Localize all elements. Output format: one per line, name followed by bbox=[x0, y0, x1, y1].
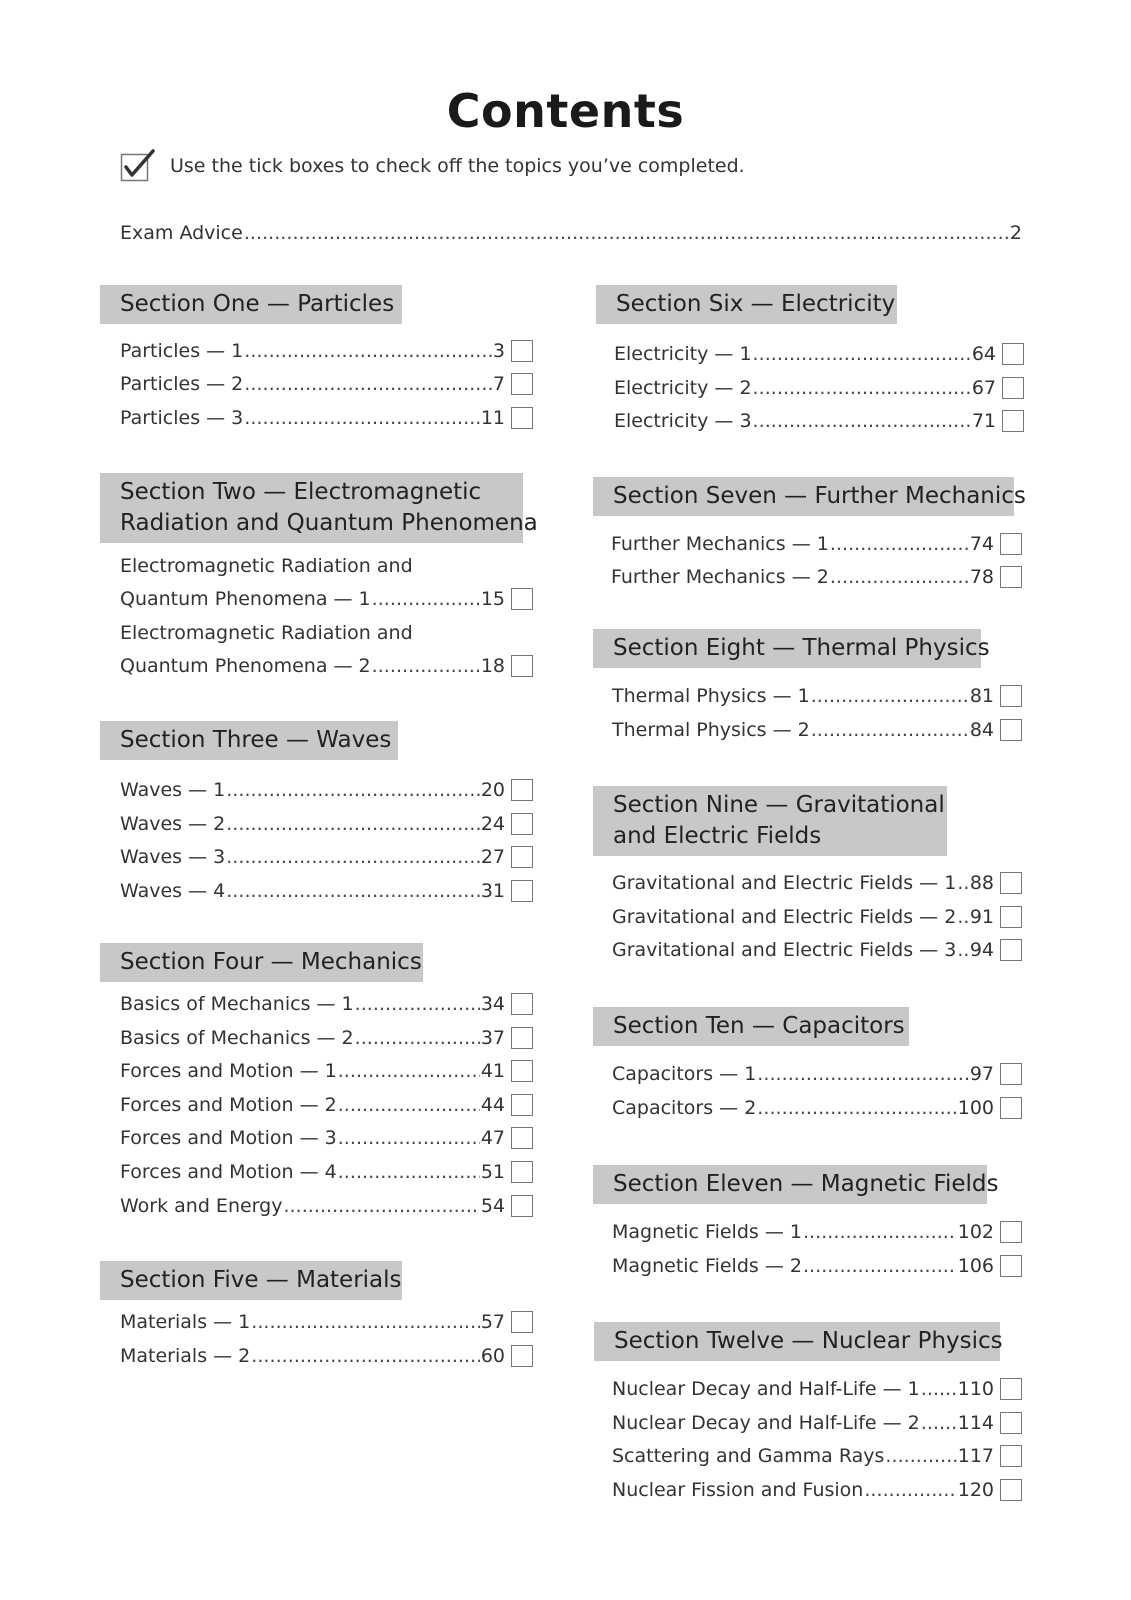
tick-checkbox[interactable] bbox=[511, 1161, 533, 1183]
tick-checkbox[interactable] bbox=[1000, 719, 1022, 741]
entry-label: Scattering and Gamma Rays bbox=[612, 1445, 885, 1467]
toc-entry[interactable] bbox=[612, 719, 1022, 741]
toc-entry[interactable] bbox=[612, 685, 1022, 707]
page-number: 18 bbox=[480, 655, 505, 677]
page-number: 2 bbox=[1009, 222, 1022, 244]
tick-checkbox[interactable] bbox=[1000, 1479, 1022, 1501]
entry-label: Nuclear Decay and Half-Life — 1 bbox=[612, 1378, 920, 1400]
tick-checkbox[interactable] bbox=[511, 1311, 533, 1333]
toc-entry[interactable] bbox=[120, 1027, 533, 1049]
leader-dots bbox=[355, 1027, 480, 1049]
tick-checkbox[interactable] bbox=[1002, 377, 1024, 399]
leader-dots bbox=[753, 343, 971, 365]
entry-label: Basics of Mechanics — 1 bbox=[120, 993, 354, 1015]
tick-checkbox[interactable] bbox=[1000, 1097, 1022, 1119]
section-heading-one: Section One — Particles bbox=[100, 285, 402, 324]
page-number: 117 bbox=[957, 1445, 994, 1467]
tick-checkbox[interactable] bbox=[1000, 1063, 1022, 1085]
leader-dots bbox=[864, 1479, 956, 1501]
page-number: 11 bbox=[480, 407, 505, 429]
leader-dots bbox=[338, 1094, 480, 1116]
leader-dots bbox=[226, 880, 480, 902]
page-number: 27 bbox=[480, 846, 505, 868]
tick-checkbox[interactable] bbox=[511, 1060, 533, 1082]
page-number: 31 bbox=[480, 880, 505, 902]
entry-label: Gravitational and Electric Fields — 2 bbox=[612, 906, 957, 928]
tick-checkbox[interactable] bbox=[511, 813, 533, 835]
toc-entry[interactable] bbox=[612, 939, 1022, 961]
page-number: 100 bbox=[957, 1097, 994, 1119]
entry-label: Particles — 3 bbox=[120, 407, 244, 429]
page-number: 71 bbox=[971, 410, 996, 432]
section-heading-five: Section Five — Materials bbox=[100, 1261, 402, 1300]
page-title: Contents bbox=[446, 84, 685, 138]
instruction-text: Use the tick boxes to check off the topics you’ve completed. bbox=[170, 155, 745, 177]
section-heading-two-line1: Section Two — Electromagnetic bbox=[120, 479, 482, 505]
leader-dots bbox=[803, 1221, 957, 1243]
entry-label: Nuclear Fission and Fusion bbox=[612, 1479, 864, 1501]
leader-dots bbox=[830, 566, 969, 588]
entry-label: Basics of Mechanics — 2 bbox=[120, 1027, 354, 1049]
tick-checkbox[interactable] bbox=[511, 779, 533, 801]
entry-label: Work and Energy bbox=[120, 1195, 283, 1217]
entry-label: Thermal Physics — 2 bbox=[612, 719, 810, 741]
tick-checkbox[interactable] bbox=[1000, 1221, 1022, 1243]
tick-checkbox[interactable] bbox=[1000, 906, 1022, 928]
tick-checkbox[interactable] bbox=[1000, 1378, 1022, 1400]
tick-checkbox[interactable] bbox=[1000, 1445, 1022, 1467]
tick-checkbox[interactable] bbox=[511, 880, 533, 902]
section-heading-nine-line2: and Electric Fields bbox=[613, 823, 822, 849]
tick-checkbox[interactable] bbox=[511, 1345, 533, 1367]
leader-dots bbox=[957, 906, 969, 928]
section-heading-four: Section Four — Mechanics bbox=[100, 943, 423, 982]
entry-label: Gravitational and Electric Fields — 3 bbox=[612, 939, 957, 961]
leader-dots bbox=[757, 1063, 969, 1085]
page-number: 91 bbox=[969, 906, 994, 928]
leader-dots bbox=[244, 340, 492, 362]
toc-entry[interactable] bbox=[612, 906, 1022, 928]
tick-checkbox[interactable] bbox=[511, 407, 533, 429]
entry-label-line1: Electromagnetic Radiation and bbox=[120, 555, 413, 577]
entry-label: Waves — 2 bbox=[120, 813, 226, 835]
entry-label: Quantum Phenomena — 1 bbox=[120, 588, 371, 610]
toc-entry[interactable] bbox=[612, 1255, 1022, 1277]
page-number: 54 bbox=[480, 1195, 505, 1217]
tick-checkbox[interactable] bbox=[1000, 872, 1022, 894]
leader-dots bbox=[757, 1097, 956, 1119]
tick-checkbox[interactable] bbox=[511, 1127, 533, 1149]
leader-dots bbox=[226, 813, 480, 835]
entry-label: Particles — 2 bbox=[120, 373, 244, 395]
toc-entry[interactable] bbox=[614, 410, 1024, 432]
entry-label: Capacitors — 2 bbox=[612, 1097, 757, 1119]
page-number: 20 bbox=[480, 779, 505, 801]
tick-checkbox[interactable] bbox=[511, 1195, 533, 1217]
leader-dots bbox=[921, 1412, 957, 1434]
section-heading-six: Section Six — Electricity bbox=[596, 285, 897, 324]
page-number: 47 bbox=[480, 1127, 505, 1149]
leader-dots bbox=[753, 410, 971, 432]
entry-label: Capacitors — 1 bbox=[612, 1063, 757, 1085]
leader-dots bbox=[372, 588, 480, 610]
page-number: 7 bbox=[492, 373, 505, 395]
toc-entry[interactable] bbox=[120, 407, 533, 429]
leader-dots bbox=[338, 1127, 480, 1149]
entry-label: Waves — 1 bbox=[120, 779, 226, 801]
tick-checkbox[interactable] bbox=[511, 1094, 533, 1116]
toc-entry[interactable] bbox=[612, 1063, 1022, 1085]
entry-label: Materials — 1 bbox=[120, 1311, 251, 1333]
entry-label: Forces and Motion — 3 bbox=[120, 1127, 337, 1149]
leader-dots bbox=[226, 846, 480, 868]
page-number: 15 bbox=[480, 588, 505, 610]
entry-label: Gravitational and Electric Fields — 1 bbox=[612, 872, 957, 894]
leader-dots bbox=[921, 1378, 957, 1400]
page-number: 78 bbox=[969, 566, 994, 588]
section-heading-nine bbox=[593, 786, 947, 856]
toc-entry[interactable] bbox=[614, 377, 1024, 399]
toc-entry[interactable] bbox=[612, 1378, 1022, 1400]
entry-label: Further Mechanics — 1 bbox=[611, 533, 829, 555]
toc-entry[interactable] bbox=[612, 1479, 1022, 1501]
tick-checkbox[interactable] bbox=[511, 1027, 533, 1049]
toc-entry[interactable] bbox=[120, 779, 533, 801]
page-number: 74 bbox=[969, 533, 994, 555]
entry-label: Quantum Phenomena — 2 bbox=[120, 655, 371, 677]
tick-checkbox[interactable] bbox=[1002, 343, 1024, 365]
toc-entry[interactable] bbox=[612, 1412, 1022, 1434]
page-number: 34 bbox=[480, 993, 505, 1015]
entry-label: Electricity — 2 bbox=[614, 377, 752, 399]
leader-dots bbox=[244, 373, 492, 395]
leader-dots bbox=[803, 1255, 957, 1277]
entry-label: Magnetic Fields — 2 bbox=[612, 1255, 802, 1277]
toc-entry[interactable] bbox=[120, 993, 533, 1015]
toc-entry[interactable] bbox=[120, 1311, 533, 1333]
page-number: 81 bbox=[969, 685, 994, 707]
entry-label: Waves — 3 bbox=[120, 846, 226, 868]
toc-entry[interactable] bbox=[120, 588, 533, 610]
toc-entry[interactable] bbox=[120, 1094, 533, 1116]
section-heading-nine-line1: Section Nine — Gravitational bbox=[613, 792, 945, 818]
toc-entry[interactable] bbox=[120, 846, 533, 868]
exam-advice-row[interactable] bbox=[120, 222, 1022, 244]
entry-label: Forces and Motion — 2 bbox=[120, 1094, 337, 1116]
section-heading-twelve: Section Twelve — Nuclear Physics bbox=[594, 1322, 1000, 1361]
section-heading-eight: Section Eight — Thermal Physics bbox=[593, 629, 981, 668]
section-heading-eleven: Section Eleven — Magnetic Fields bbox=[593, 1165, 987, 1204]
section-heading-three: Section Three — Waves bbox=[100, 721, 398, 760]
entry-label: Materials — 2 bbox=[120, 1345, 251, 1367]
entry-label: Particles — 1 bbox=[120, 340, 244, 362]
section-heading-seven: Section Seven — Further Mechanics bbox=[593, 477, 1014, 516]
page-number: 64 bbox=[971, 343, 996, 365]
entry-label: Forces and Motion — 4 bbox=[120, 1161, 337, 1183]
leader-dots bbox=[753, 377, 971, 399]
leader-dots bbox=[372, 655, 480, 677]
section-heading-ten: Section Ten — Capacitors bbox=[593, 1007, 909, 1046]
leader-dots bbox=[811, 685, 969, 707]
page-number: 94 bbox=[969, 939, 994, 961]
tick-checkbox[interactable] bbox=[1000, 939, 1022, 961]
tick-checkbox[interactable] bbox=[511, 993, 533, 1015]
section-heading-two-line2: Radiation and Quantum Phenomena bbox=[120, 510, 538, 536]
toc-entry[interactable] bbox=[120, 373, 533, 395]
leader-dots bbox=[338, 1060, 480, 1082]
tick-checkbox[interactable] bbox=[1000, 566, 1022, 588]
toc-entry[interactable] bbox=[120, 1195, 533, 1217]
tick-checkbox[interactable] bbox=[511, 588, 533, 610]
entry-label: Waves — 4 bbox=[120, 880, 226, 902]
toc-entry[interactable] bbox=[120, 1127, 533, 1149]
toc-entry[interactable] bbox=[612, 872, 1022, 894]
toc-entry[interactable] bbox=[611, 566, 1022, 588]
page-number: 41 bbox=[480, 1060, 505, 1082]
page-number: 102 bbox=[957, 1221, 994, 1243]
leader-dots bbox=[885, 1445, 956, 1467]
tick-checkbox[interactable] bbox=[511, 846, 533, 868]
leader-dots bbox=[283, 1195, 479, 1217]
entry-label: Thermal Physics — 1 bbox=[612, 685, 810, 707]
page-number: 88 bbox=[969, 872, 994, 894]
leader-dots bbox=[251, 1311, 480, 1333]
entry-label: Magnetic Fields — 1 bbox=[612, 1221, 802, 1243]
toc-entry[interactable] bbox=[120, 1161, 533, 1183]
page-number: 67 bbox=[971, 377, 996, 399]
page-number: 60 bbox=[480, 1345, 505, 1367]
tick-checkbox[interactable] bbox=[1000, 1412, 1022, 1434]
entry-label: Forces and Motion — 1 bbox=[120, 1060, 337, 1082]
leader-dots bbox=[226, 779, 480, 801]
entry-label-line1: Electromagnetic Radiation and bbox=[120, 622, 413, 644]
leader-dots bbox=[957, 939, 969, 961]
toc-entry[interactable] bbox=[120, 1060, 533, 1082]
tick-checkbox[interactable] bbox=[511, 340, 533, 362]
tick-checkbox[interactable] bbox=[1000, 1255, 1022, 1277]
tick-checkbox[interactable] bbox=[1000, 533, 1022, 555]
leader-dots bbox=[244, 222, 1009, 244]
toc-entry[interactable] bbox=[612, 1445, 1022, 1467]
entry-label: Nuclear Decay and Half-Life — 2 bbox=[612, 1412, 920, 1434]
toc-entry[interactable] bbox=[120, 880, 533, 902]
page-number: 97 bbox=[969, 1063, 994, 1085]
toc-entry[interactable] bbox=[612, 1221, 1022, 1243]
toc-entry[interactable] bbox=[120, 813, 533, 835]
tick-checkbox[interactable] bbox=[1000, 685, 1022, 707]
leader-dots bbox=[338, 1161, 480, 1183]
leader-dots bbox=[244, 407, 480, 429]
page-number: 84 bbox=[969, 719, 994, 741]
tick-checkbox[interactable] bbox=[511, 373, 533, 395]
leader-dots bbox=[830, 533, 969, 555]
tick-box-icon bbox=[120, 149, 156, 183]
page-number: 110 bbox=[957, 1378, 994, 1400]
entry-label: Electricity — 3 bbox=[614, 410, 752, 432]
toc-entry[interactable] bbox=[120, 340, 533, 362]
page-number: 106 bbox=[957, 1255, 994, 1277]
page-number: 120 bbox=[957, 1479, 994, 1501]
page-number: 44 bbox=[480, 1094, 505, 1116]
toc-entry[interactable] bbox=[611, 533, 1022, 555]
tick-checkbox[interactable] bbox=[1002, 410, 1024, 432]
page-number: 51 bbox=[480, 1161, 505, 1183]
toc-entry[interactable] bbox=[120, 655, 533, 677]
section-heading-two bbox=[100, 473, 538, 543]
page-number: 37 bbox=[480, 1027, 505, 1049]
toc-entry[interactable] bbox=[614, 343, 1024, 365]
page-number: 24 bbox=[480, 813, 505, 835]
leader-dots bbox=[957, 872, 969, 894]
entry-label: Further Mechanics — 2 bbox=[611, 566, 829, 588]
toc-entry[interactable] bbox=[612, 1097, 1022, 1119]
entry-label: Electricity — 1 bbox=[614, 343, 752, 365]
page-number: 3 bbox=[492, 340, 505, 362]
toc-entry[interactable] bbox=[120, 1345, 533, 1367]
page-number: 57 bbox=[480, 1311, 505, 1333]
leader-dots bbox=[251, 1345, 480, 1367]
leader-dots bbox=[355, 993, 480, 1015]
entry-label: Exam Advice bbox=[120, 222, 243, 244]
tick-checkbox[interactable] bbox=[511, 655, 533, 677]
leader-dots bbox=[811, 719, 969, 741]
instruction bbox=[120, 148, 745, 184]
page-number: 114 bbox=[957, 1412, 994, 1434]
